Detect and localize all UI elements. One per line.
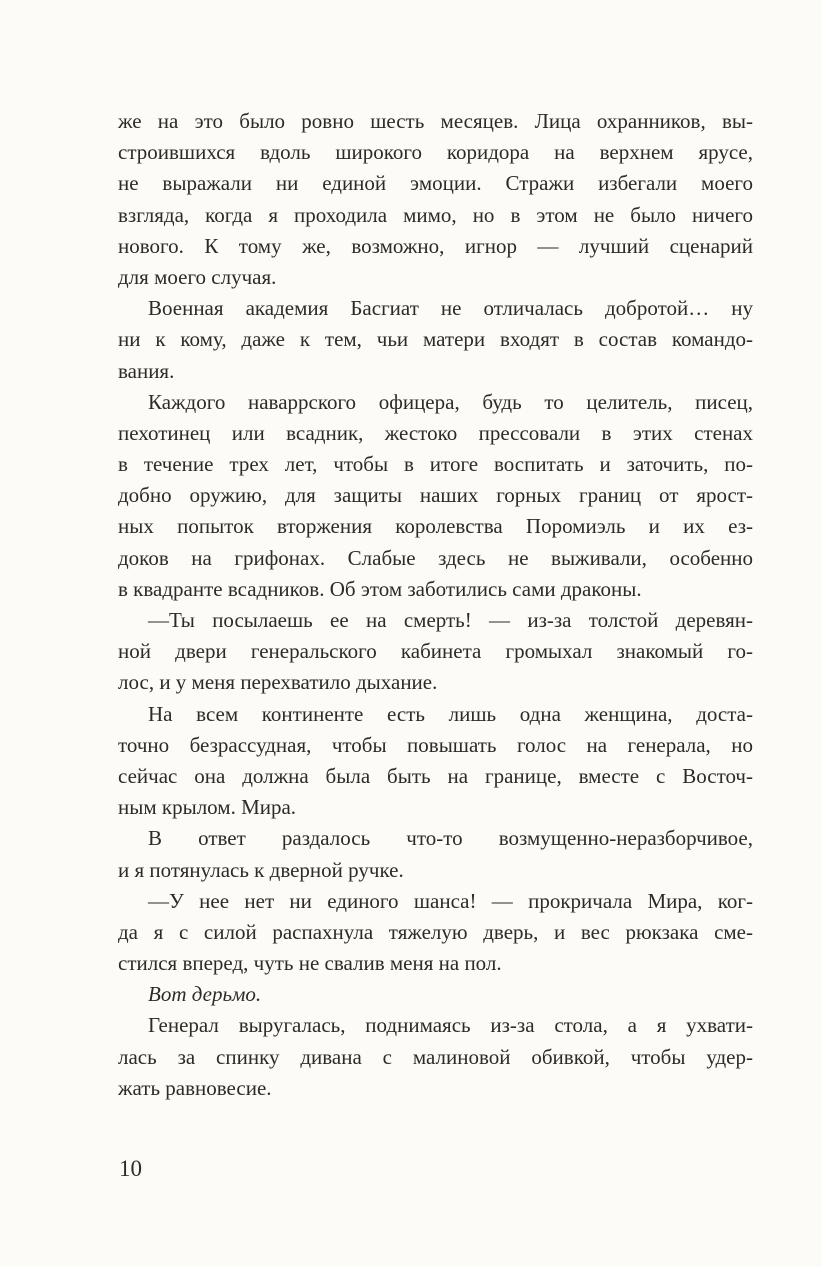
text-line: лос, и у меня перехватило дыхание. bbox=[118, 670, 438, 695]
text-line: в течение трех лет, чтобы в итоге воспитать и заточить, по- bbox=[118, 452, 753, 477]
text-line: ной двери генеральского кабинета громыхал знакомый го- bbox=[118, 639, 753, 664]
text-line: ных попыток вторжения королевства Поромиэль и их ез- bbox=[118, 514, 753, 539]
text-line: пехотинец или всадник, жестоко прессовали в этих стенах bbox=[118, 420, 753, 445]
text-line: ным крылом. Мира. bbox=[118, 795, 297, 820]
text-line: добно оружию, для защиты наших горных границ от ярост- bbox=[118, 483, 753, 508]
text-line: —У нее нет ни единого шанса! — прокричала Мира, ког- bbox=[148, 888, 753, 913]
paragraph bbox=[118, 605, 753, 699]
text-line: для моего случая. bbox=[118, 264, 277, 289]
text-line: жать равновесие. bbox=[118, 1075, 272, 1100]
text-line: же на это было ровно шесть месяцев. Лица охранников, вы- bbox=[118, 109, 753, 133]
text-line: взгляда, когда я проходила мимо, но в этом не было ничего bbox=[118, 202, 753, 227]
text-line: точно безрассудная, чтобы повышать голос на генерала, но bbox=[118, 732, 753, 757]
text-line: и я потянулась к дверной ручке. bbox=[118, 857, 404, 882]
paragraph bbox=[118, 699, 753, 824]
text-line: стился вперед, чуть не свалив меня на пол. bbox=[118, 951, 502, 976]
text-line: да я с силой распахнула тяжелую дверь, и вес рюкзака сме- bbox=[118, 919, 753, 944]
page-text bbox=[118, 106, 753, 1104]
text-line: в квадранте всадников. Об этом заботились сами драконы. bbox=[118, 576, 642, 601]
text-line: не выражали ни единой эмоции. Стражи избегали моего bbox=[118, 171, 753, 196]
text-line: Военная академия Басгиат не отличалась добротой… ну bbox=[148, 296, 753, 321]
page-number: 10 bbox=[119, 1156, 142, 1181]
text-line: —Ты посылаешь ее на смерть! — из-за толстой деревян- bbox=[148, 608, 753, 632]
text-line: строившихся вдоль широкого коридора на верхнем ярусе, bbox=[118, 140, 753, 165]
paragraph bbox=[118, 106, 753, 293]
paragraph bbox=[118, 886, 753, 980]
paragraph bbox=[118, 293, 753, 387]
text-line: нового. К тому же, возможно, игнор — лучший сценарий bbox=[118, 233, 753, 258]
paragraph bbox=[118, 387, 753, 605]
text-line: сейчас она должна была быть на границе, вместе с Восточ- bbox=[118, 763, 753, 788]
text-line: В ответ раздалось что-то возмущенно-неразборчивое, bbox=[148, 826, 753, 851]
text-line: Вот дерьмо. bbox=[148, 982, 262, 1007]
text-line: Каждого наваррского офицера, будь то целитель, писец, bbox=[148, 389, 753, 414]
text-line: доков на грифонах. Слабые здесь не выживали, особенно bbox=[118, 545, 753, 570]
paragraph bbox=[118, 979, 753, 1010]
text-line: Генерал выругалась, поднимаясь из-за стола, а я ухвати- bbox=[148, 1013, 753, 1038]
paragraph bbox=[118, 1010, 753, 1104]
paragraph bbox=[118, 823, 753, 885]
text-line: На всем континенте есть лишь одна женщина, доста- bbox=[148, 701, 753, 726]
text-line: вания. bbox=[118, 358, 175, 383]
text-line: лась за спинку дивана с малиновой обивкой, чтобы удер- bbox=[118, 1044, 753, 1069]
text-line: ни к кому, даже к тем, чьи матери входят в состав командо- bbox=[118, 327, 753, 352]
